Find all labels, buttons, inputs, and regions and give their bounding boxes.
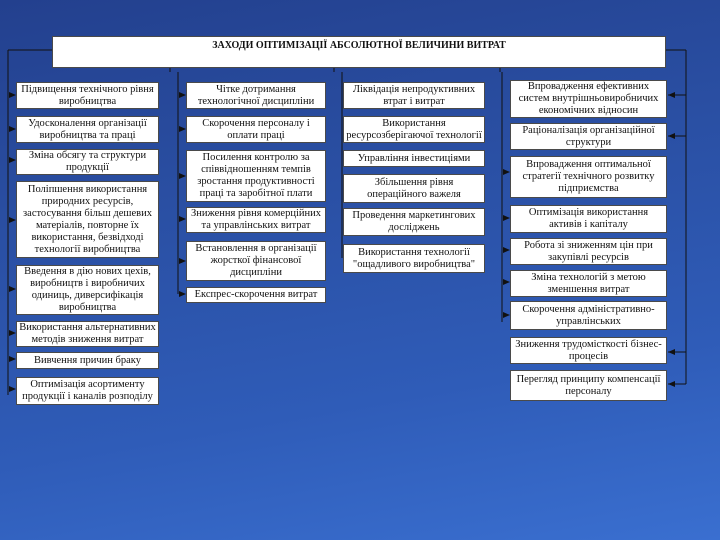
col3-item-6-text: Використання технології "ощадливого виробництва": [352, 246, 476, 270]
col2-item-5-text: Встановлення в організації жорсткої фінансової дисципліни: [195, 243, 317, 278]
col2-item-3-text: Посилення контролю за співвідношенням темпів зростання продуктивності праці та заробітної плати: [197, 152, 315, 199]
col1-item-1: [16, 82, 159, 109]
col4-item-7-text: Скорочення адміністративно-управлінських: [522, 303, 655, 327]
col4-item-3-text: Впровадження оптимальної стратегії технічного розвитку підприємства: [522, 159, 655, 194]
col1-item-5-text: Введення в дію нових цехів, виробництв і виробничих одиниць, диверсифікація виробництва: [24, 266, 151, 313]
col4-item-8-text: Зниження трудомісткості бізнес-процесів: [515, 338, 662, 362]
col3-item-5: [343, 208, 485, 236]
col4-item-4-text: Оптимізація використання активів і капіталу: [528, 207, 649, 230]
col2-item-6-text: Експрес-скорочення витрат: [194, 289, 318, 300]
col1-item-3-text: Зміна обсягу та структури продукції: [28, 150, 147, 173]
col2-item-3: [186, 150, 326, 202]
col3-item-4: [343, 174, 485, 203]
col1-item-6: [16, 321, 159, 347]
col2-item-2-text: Скорочення персоналу і оплати праці: [202, 117, 310, 141]
col1-item-7-text: Вивчення причин браку: [34, 354, 141, 366]
col1-item-2: [16, 116, 159, 143]
col2-item-5: [186, 241, 326, 281]
col2-item-1: [186, 82, 326, 109]
col4-item-2-text: Раціоналізація організаційної структури: [522, 124, 655, 148]
col3-item-1: [343, 82, 485, 109]
col1-item-2-text: Удосконалення організації виробництва та праці: [28, 117, 147, 141]
col4-item-9-text: Перегляд принципу компенсації персоналу: [516, 373, 661, 397]
col1-item-8-text: Оптимізація асортименту продукції і каналів розподілу: [22, 379, 153, 402]
col2-item-1-text: Чітке дотримання технологічної дисципліни: [197, 83, 315, 107]
col3-item-6: [343, 244, 485, 273]
col1-item-6-text: Використання альтернативних методів зниження витрат: [19, 322, 156, 345]
title-text: ЗАХОДИ ОПТИМІЗАЦІЇ АБСОЛЮТНОЇ ВЕЛИЧИНИ ВИТРАТ: [212, 40, 506, 51]
col4-item-7: [510, 301, 667, 330]
col1-item-1-text: Підвищення технічного рівня виробництва: [21, 83, 154, 107]
col3-item-3-text: Управління інвестиціями: [357, 152, 471, 164]
col1-item-3: [16, 149, 159, 175]
col3-item-2: [343, 116, 485, 143]
col1-item-8: [16, 377, 159, 405]
col1-item-5: [16, 265, 159, 315]
col1-item-4-text: Поліпшення використання природних ресурсів, застосування більш дешевих матеріалів, повторне їх використання, безвідході технології виробництва: [23, 183, 152, 255]
col4-item-1-text: Впровадження ефективних систем внутрішньовиробничих економічних відносин: [518, 81, 659, 116]
col4-item-2: [510, 123, 667, 150]
col4-item-5-text: Робота зі зниженням цін при закупівлі ресурсів: [524, 239, 653, 263]
col2-item-2: [186, 116, 326, 143]
col2-item-4: [186, 207, 326, 233]
col3-item-2-text: Використання ресурсозберігаючої технології: [346, 117, 482, 141]
diagram-title: [52, 36, 666, 68]
col4-item-4: [510, 205, 667, 233]
col3-item-3: [343, 150, 485, 167]
col1-item-4: [16, 181, 159, 258]
col4-item-8: [510, 337, 667, 364]
col4-item-3: [510, 156, 667, 198]
col3-item-5-text: Проведення маркетингових досліджень: [352, 210, 476, 233]
col3-item-1-text: Ліквідація непродуктивних втрат і витрат: [352, 83, 476, 107]
col2-item-4-text: Зниження рівня комерційних та управлінських витрат: [191, 208, 321, 231]
col4-item-5: [510, 238, 667, 265]
col4-item-6: [510, 270, 667, 297]
col2-item-6: [186, 287, 326, 303]
col3-item-4-text: Збільшення рівня операційного важеля: [367, 176, 461, 200]
col4-item-6-text: Зміна технологій з метою зменшення витрат: [531, 271, 646, 295]
col4-item-1: [510, 80, 667, 118]
col4-item-9: [510, 370, 667, 401]
col1-item-7: [16, 352, 159, 369]
